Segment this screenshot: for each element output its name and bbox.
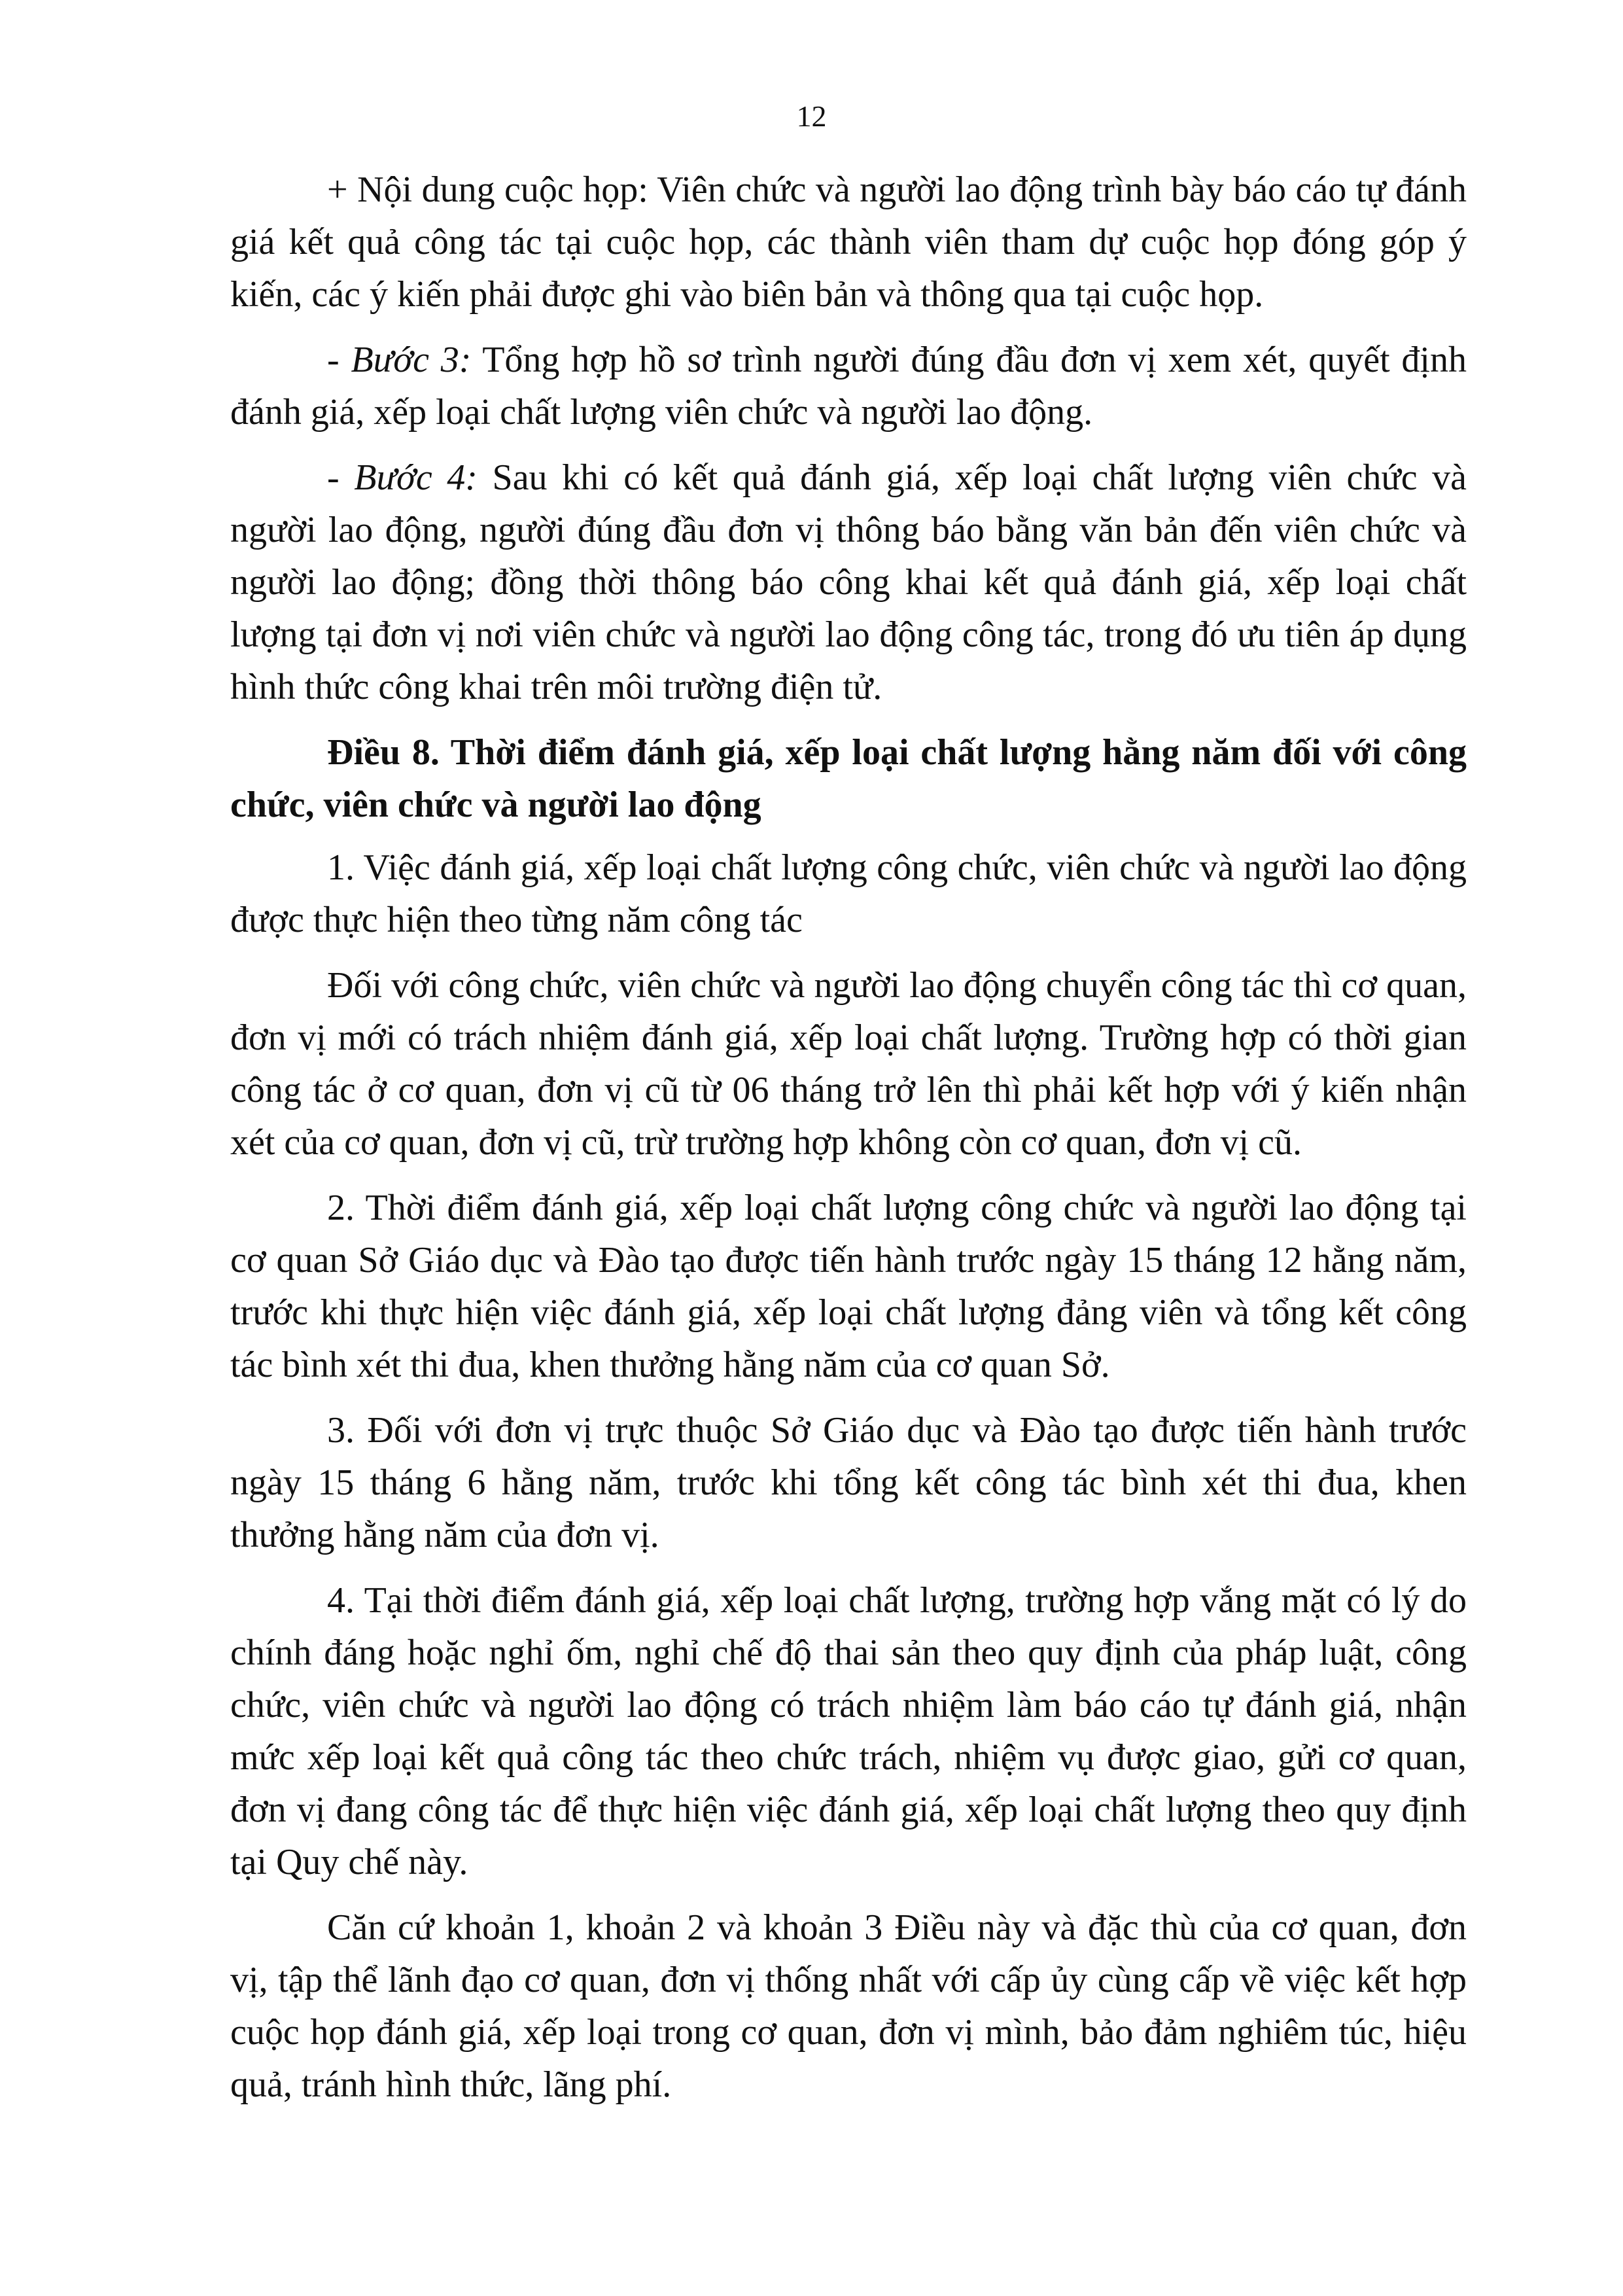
paragraph-step-4 bbox=[230, 451, 1467, 713]
step-3-text: Tổng hợp hồ sơ trình người đúng đầu đơn vị xem xét, quyết định đánh giá, xếp loại chất lượng viên chức và người lao động. bbox=[230, 340, 1467, 433]
step-4-text: Sau khi có kết quả đánh giá, xếp loại chất lượng viên chức và người lao động, người đúng đầu đơn vị thông báo bằng văn bản đến viên chức và người lao động; đồng thời thông báo công khai kết quả đánh giá, xếp loại chất lượng tại đơn vị nơi viên chức và người lao động công tác, trong đó ưu tiên áp dụng hình thức công khai trên môi trường điện tử. bbox=[230, 457, 1467, 707]
document-body bbox=[230, 164, 1467, 2124]
paragraph-clause-1: 1. Việc đánh giá, xếp loại chất lượng công chức, viên chức và người lao động được thực hiện theo từng năm công tác bbox=[230, 847, 1467, 940]
paragraph-transfer: Đối với công chức, viên chức và người lao động chuyển công tác thì cơ quan, đơn vị mới có trách nhiệm đánh giá, xếp loại chất lượng. Trường hợp có thời gian công tác ở cơ quan, đơn vị cũ từ 06 tháng trở lên thì phải kết hợp với ý kiến nhận xét của cơ quan, đơn vị cũ, trừ trường hợp không còn cơ quan, đơn vị cũ. bbox=[230, 965, 1467, 1163]
paragraph-meeting-content: + Nội dung cuộc họp: Viên chức và người lao động trình bày báo cáo tự đánh giá kết quả công tác tại cuộc họp, các thành viên tham dự cuộc họp đóng góp ý kiến, các ý kiến phải được ghi vào biên bản và thông qua tại cuộc họp. bbox=[230, 169, 1467, 315]
article-8-heading: Điều 8. Thời điểm đánh giá, xếp loại chất lượng hằng năm đối với công chức, viên chức và người lao động bbox=[230, 732, 1467, 825]
paragraph-step-3 bbox=[230, 334, 1467, 438]
paragraph-clause-3: 3. Đối với đơn vị trực thuộc Sở Giáo dục và Đào tạo được tiến hành trước ngày 15 tháng 6 hằng năm, trước khi tổng kết công tác bình xét thi đua, khen thưởng hằng năm của đơn vị. bbox=[230, 1410, 1467, 1555]
paragraph-clause-2: 2. Thời điểm đánh giá, xếp loại chất lượng công chức và người lao động tại cơ quan Sở Giáo dục và Đào tạo được tiến hành trước ngày 15 tháng 12 hằng năm, trước khi thực hiện việc đánh giá, xếp loại chất lượng đảng viên và tổng kết công tác bình xét thi đua, khen thưởng hằng năm của cơ quan Sở. bbox=[230, 1188, 1467, 1385]
paragraph-basis: Căn cứ khoản 1, khoản 2 và khoản 3 Điều này và đặc thù của cơ quan, đơn vị, tập thể lãnh đạo cơ quan, đơn vị thống nhất với cấp ủy cùng cấp về việc kết hợp cuộc họp đánh giá, xếp loại trong cơ quan, đơn vị mình, bảo đảm nghiêm túc, hiệu quả, tránh hình thức, lãng phí. bbox=[230, 1907, 1467, 2105]
step-4-prefix: - bbox=[327, 457, 355, 498]
paragraph-clause-4: 4. Tại thời điểm đánh giá, xếp loại chất lượng, trường hợp vắng mặt có lý do chính đáng hoặc nghỉ ốm, nghỉ chế độ thai sản theo quy định của pháp luật, công chức, viên chức và người lao động có trách nhiệm làm báo cáo tự đánh giá, nhận mức xếp loại kết quả công tác theo chức trách, nhiệm vụ được giao, gửi cơ quan, đơn vị đang công tác để thực hiện việc đánh giá, xếp loại chất lượng theo quy định tại Quy chế này. bbox=[230, 1580, 1467, 1882]
step-3-prefix: - bbox=[327, 340, 351, 380]
step-4-label: Bước 4: bbox=[354, 457, 478, 498]
page-number: 12 bbox=[796, 99, 827, 133]
step-3-label: Bước 3: bbox=[351, 340, 472, 380]
